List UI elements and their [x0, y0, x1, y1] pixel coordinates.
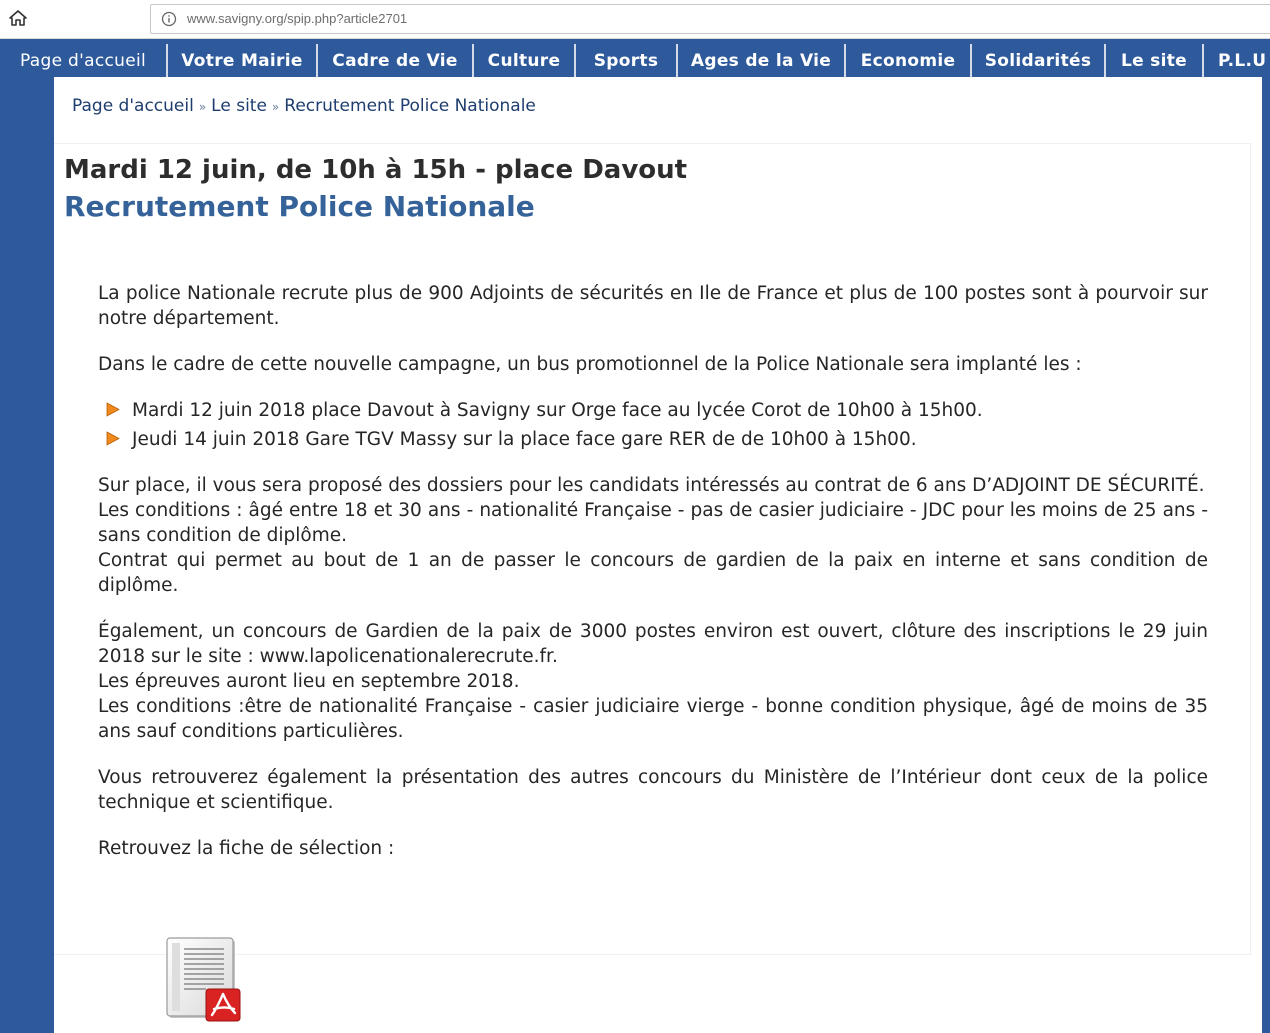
paragraph-intro: La police Nationale recrute plus de 900 Adjoints de sécurités en Ile de France et plus de 100 postes sont à pourvoir sur notre département. — [98, 283, 1208, 329]
nav-item-solidarites[interactable]: Solidarités — [972, 44, 1106, 78]
breadcrumb-current-link[interactable]: Recrutement Police Nationale — [284, 96, 536, 116]
list-item-text: Jeudi 14 juin 2018 Gare TGV Massy sur la place face gare RER de de 10h00 à 15h00. — [132, 429, 917, 450]
breadcrumb-section-link[interactable]: Le site — [211, 96, 267, 116]
address-bar[interactable] — [150, 4, 1270, 34]
page-content — [54, 77, 1262, 1033]
nav-item-ages-de-la-vie[interactable]: Ages de la Vie — [678, 44, 846, 78]
nav-item-le-site[interactable]: Le site — [1106, 44, 1204, 78]
orange-arrow-bullet-icon — [106, 402, 120, 417]
nav-item-cadre-de-vie[interactable]: Cadre de Vie — [318, 44, 474, 78]
home-icon[interactable] — [6, 7, 30, 29]
list-item — [98, 427, 1208, 452]
pdf-document-icon[interactable] — [166, 937, 242, 1023]
paragraph-concours — [98, 619, 1208, 744]
breadcrumb-separator: » — [271, 100, 280, 114]
url-text[interactable]: www.savigny.org/spip.php?article2701 — [187, 11, 408, 26]
paragraph-onsite — [98, 473, 1208, 598]
conditions-text: Les conditions :être de nationalité Française - casier judiciaire vierge - bonne condition physique, âgé de moins de 35 ans sauf conditions particulières. — [98, 696, 1208, 742]
article-surtitle: Mardi 12 juin, de 10h à 15h - place Davout — [64, 155, 688, 185]
list-item — [98, 398, 1208, 423]
list-item-text: Mardi 12 juin 2018 place Davout à Savigny sur Orge face au lycée Corot de 10h00 à 15h00. — [132, 400, 983, 421]
paragraph-campaign: Dans le cadre de cette nouvelle campagne, un bus promotionnel de la Police Nationale sera implanté les : — [98, 354, 1082, 375]
nav-item-plu[interactable]: P.L.U — [1218, 51, 1267, 71]
main-nav — [0, 44, 1270, 78]
orange-arrow-bullet-icon — [106, 431, 120, 446]
nav-item-accueil[interactable]: Page d'accueil — [0, 44, 168, 78]
breadcrumb-separator: » — [198, 100, 207, 114]
info-icon[interactable] — [161, 11, 177, 31]
paragraph-ministere: Vous retrouverez également la présentation des autres concours du Ministère de l’Intérieur dont ceux de la police technique et scientifique. — [98, 767, 1208, 813]
nav-item-culture[interactable]: Culture — [474, 44, 576, 78]
article-title: Recrutement Police Nationale — [64, 190, 535, 223]
epreuves-text: Les épreuves auront lieu en septembre 2018. — [98, 671, 520, 692]
browser-toolbar — [0, 0, 1270, 39]
article-body — [98, 281, 1208, 882]
paragraph-fiche: Retrouvez la fiche de sélection : — [98, 838, 395, 859]
onsite-text: Sur place, il vous sera proposé des dossiers pour les candidats intéressés au contrat de 6 ans D’ADJOINT DE SÉCURITÉ. — [98, 475, 1205, 496]
nav-item-sports[interactable]: Sports — [576, 44, 678, 78]
breadcrumb — [72, 96, 536, 116]
conditions-text: Les conditions : âgé entre 18 et 30 ans - nationalité Française - pas de casier judiciaire - JDC pour les moins de 25 ans - sans condition de diplôme. — [98, 500, 1208, 546]
concours-text: Également, un concours de Gardien de la paix de 3000 postes environ est ouvert, clôture des inscriptions le 29 juin 2018 sur le site : www.lapolicenationalerecrute.fr. — [98, 621, 1208, 667]
breadcrumb-home-link[interactable]: Page d'accueil — [72, 96, 194, 116]
contract-text: Contrat qui permet au bout de 1 an de passer le concours de gardien de la paix en interne et sans condition de diplôme. — [98, 550, 1208, 596]
nav-item-mairie[interactable]: Votre Mairie — [168, 44, 318, 78]
bus-dates-list — [98, 398, 1208, 452]
nav-item-economie[interactable]: Economie — [846, 44, 972, 78]
